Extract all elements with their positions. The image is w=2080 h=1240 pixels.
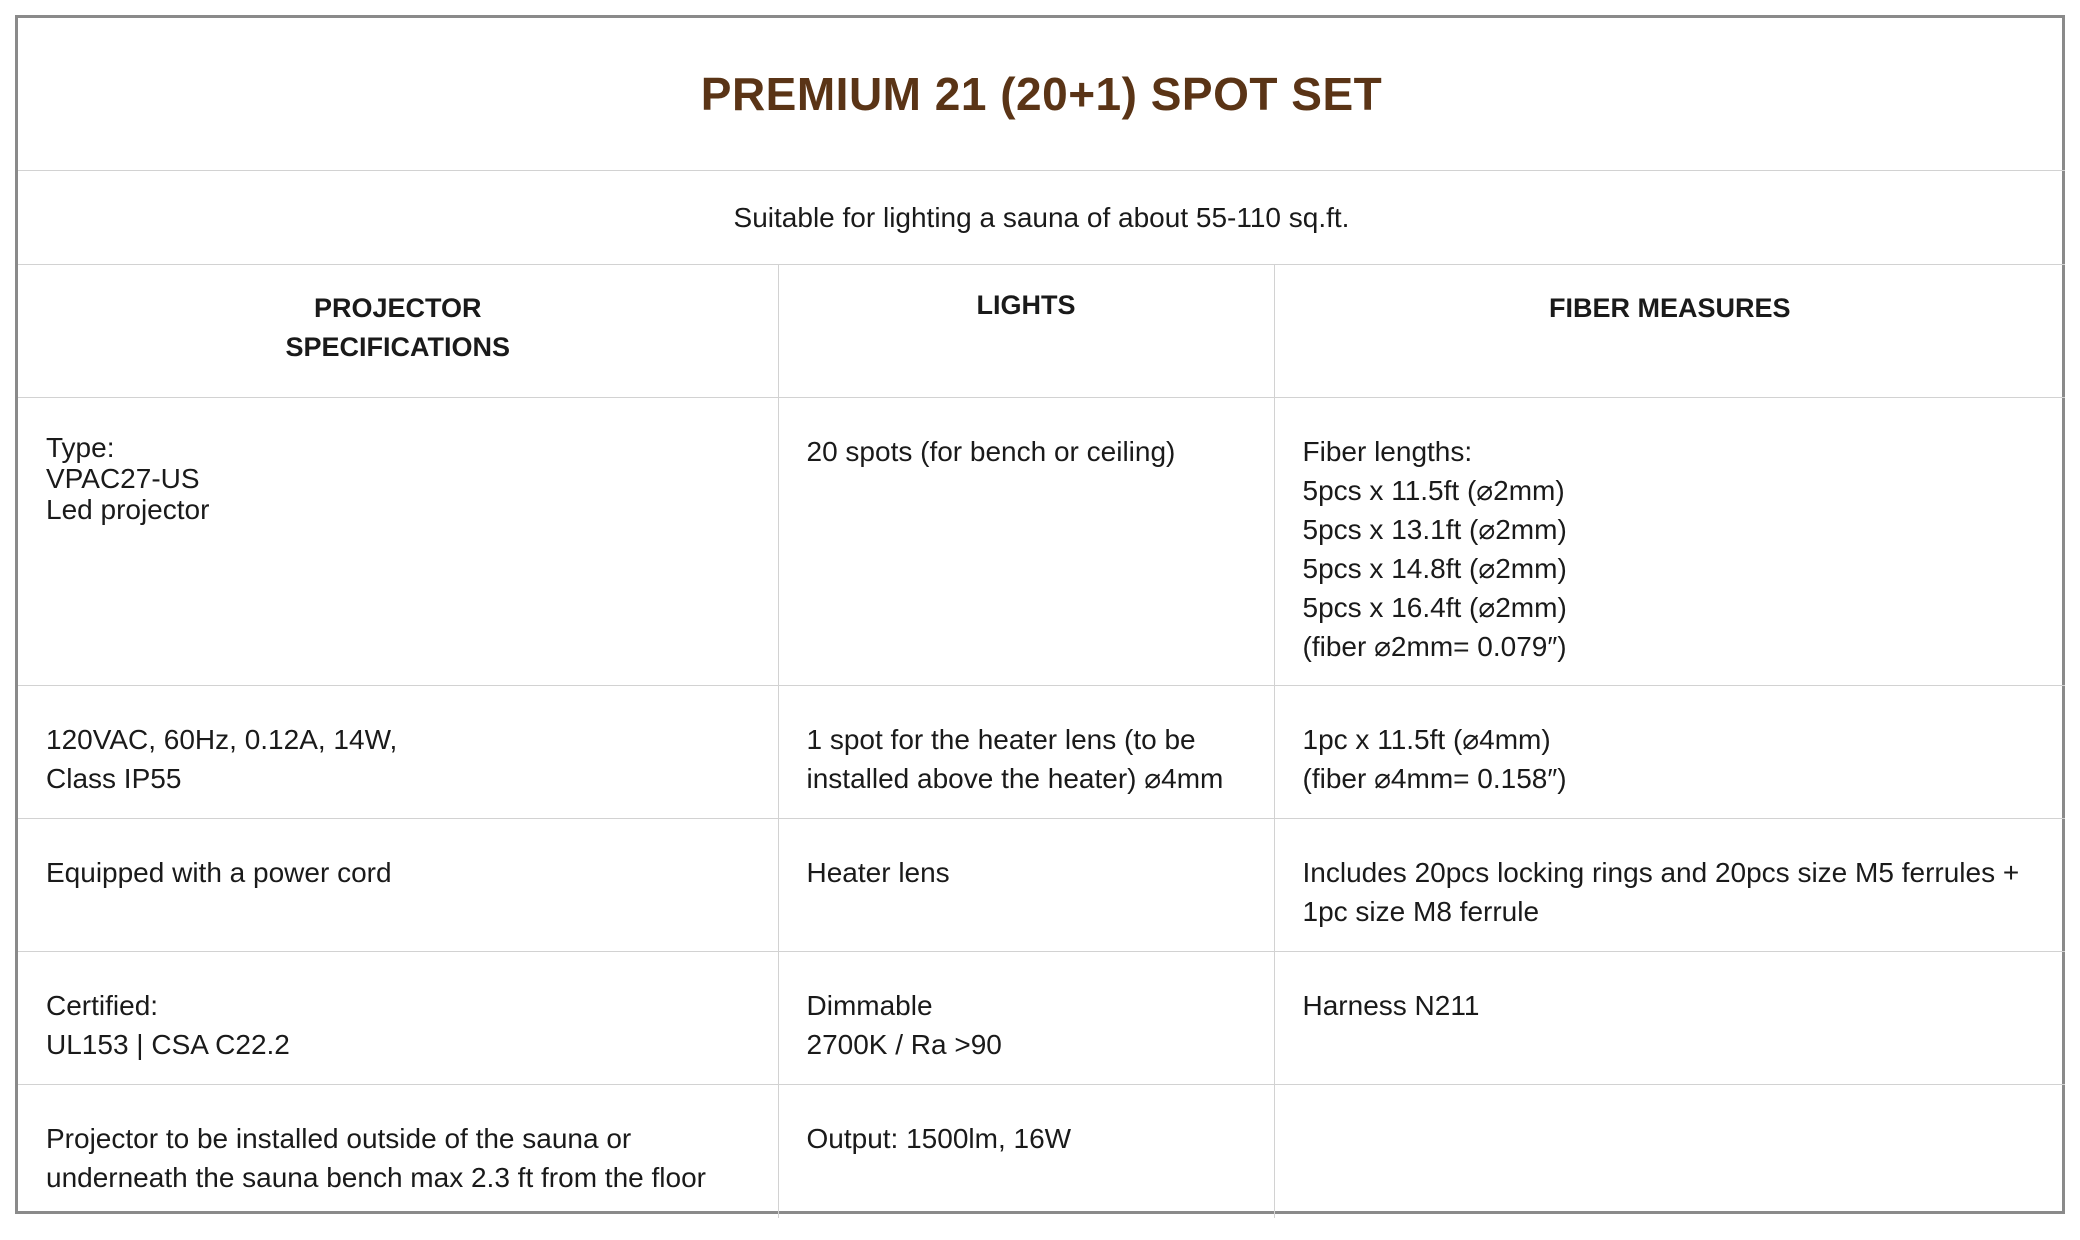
lights-output-cell xyxy=(778,1085,1274,1218)
cell-line: Harness N211 xyxy=(1302,990,1480,1021)
title-cell xyxy=(18,18,2065,171)
cell-line: (fiber ⌀2mm= 0.079″) xyxy=(1302,631,1567,662)
projector-installation-cell xyxy=(18,1085,778,1218)
cell-line: installed above the heater) ⌀4mm xyxy=(806,763,1224,794)
cell-line: Dimmable xyxy=(806,990,933,1021)
header-lights xyxy=(778,265,1274,398)
cell-line: Heater lens xyxy=(806,857,950,888)
table-row xyxy=(18,398,2065,686)
projector-power-cell xyxy=(18,686,778,819)
cell-line: VPAC27-US xyxy=(46,463,200,494)
lights-heater-spot-cell xyxy=(778,686,1274,819)
cell-line: underneath the sauna bench max 2.3 ft from the floor xyxy=(46,1162,706,1193)
table-row xyxy=(18,686,2065,819)
cell-line: Class IP55 xyxy=(46,763,182,794)
subtitle-cell xyxy=(18,171,2065,265)
subtitle-text: Suitable for lighting a sauna of about 55-110 sq.ft. xyxy=(733,201,1350,233)
page-title: PREMIUM 21 (20+1) SPOT SET xyxy=(700,68,1383,120)
cell-line: 5pcs x 16.4ft (⌀2mm) xyxy=(1302,592,1567,623)
cell-line: 2700K / Ra >90 xyxy=(806,1029,1002,1060)
header-fiber-label: FIBER MEASURES xyxy=(1548,293,1791,323)
fiber-lengths-cell xyxy=(1274,398,2065,686)
cell-line: Certified: xyxy=(46,990,159,1021)
cell-line: 5pcs x 14.8ft (⌀2mm) xyxy=(1302,553,1567,584)
spec-table xyxy=(18,18,2065,1218)
cell-line: 1pc size M8 ferrule xyxy=(1302,896,1540,927)
header-fiber-measures xyxy=(1274,265,2065,398)
header-lights-label: LIGHTS xyxy=(976,290,1076,320)
projector-cord-cell xyxy=(18,819,778,952)
cell-line: Led projector xyxy=(46,494,210,525)
cell-line: 5pcs x 13.1ft (⌀2mm) xyxy=(1302,514,1567,545)
title-row xyxy=(18,18,2065,171)
cell-line: Fiber lengths: xyxy=(1302,436,1473,467)
fiber-harness-cell xyxy=(1274,952,2065,1085)
subtitle-row xyxy=(18,171,2065,265)
cell-line: 1pc x 11.5ft (⌀4mm) xyxy=(1302,724,1551,755)
cell-line: Type: xyxy=(46,432,115,463)
fiber-accessories-cell xyxy=(1274,819,2065,952)
table-row xyxy=(18,952,2065,1085)
cell-line: 20 spots (for bench or ceiling) xyxy=(806,436,1176,467)
cell-line: 5pcs x 11.5ft (⌀2mm) xyxy=(1302,475,1565,506)
header-projector-line: PROJECTOR xyxy=(313,293,482,323)
cell-line: 120VAC, 60Hz, 0.12A, 14W, xyxy=(46,724,398,755)
cell-line: (fiber ⌀4mm= 0.158″) xyxy=(1302,763,1567,794)
fiber-empty-cell xyxy=(1274,1085,2065,1218)
lights-dimmable-cell xyxy=(778,952,1274,1085)
spec-table-container xyxy=(15,15,2065,1214)
projector-certified-cell xyxy=(18,952,778,1085)
header-row xyxy=(18,265,2065,398)
header-projector-line: SPECIFICATIONS xyxy=(285,332,511,362)
cell-line: Output: 1500lm, 16W xyxy=(806,1123,1072,1154)
fiber-heater-cell xyxy=(1274,686,2065,819)
table-row xyxy=(18,1085,2065,1218)
projector-type-cell xyxy=(18,398,778,686)
lights-heater-lens-cell xyxy=(778,819,1274,952)
table-row xyxy=(18,819,2065,952)
header-projector-specifications xyxy=(18,265,778,398)
cell-line: UL153 | CSA C22.2 xyxy=(46,1029,290,1060)
cell-line: Includes 20pcs locking rings and 20pcs size M5 ferrules + xyxy=(1302,857,2020,888)
cell-line: Equipped with a power cord xyxy=(46,857,392,888)
lights-spots-cell xyxy=(778,398,1274,686)
cell-line: Projector to be installed outside of the sauna or xyxy=(46,1123,632,1154)
cell-line: 1 spot for the heater lens (to be xyxy=(806,724,1196,755)
